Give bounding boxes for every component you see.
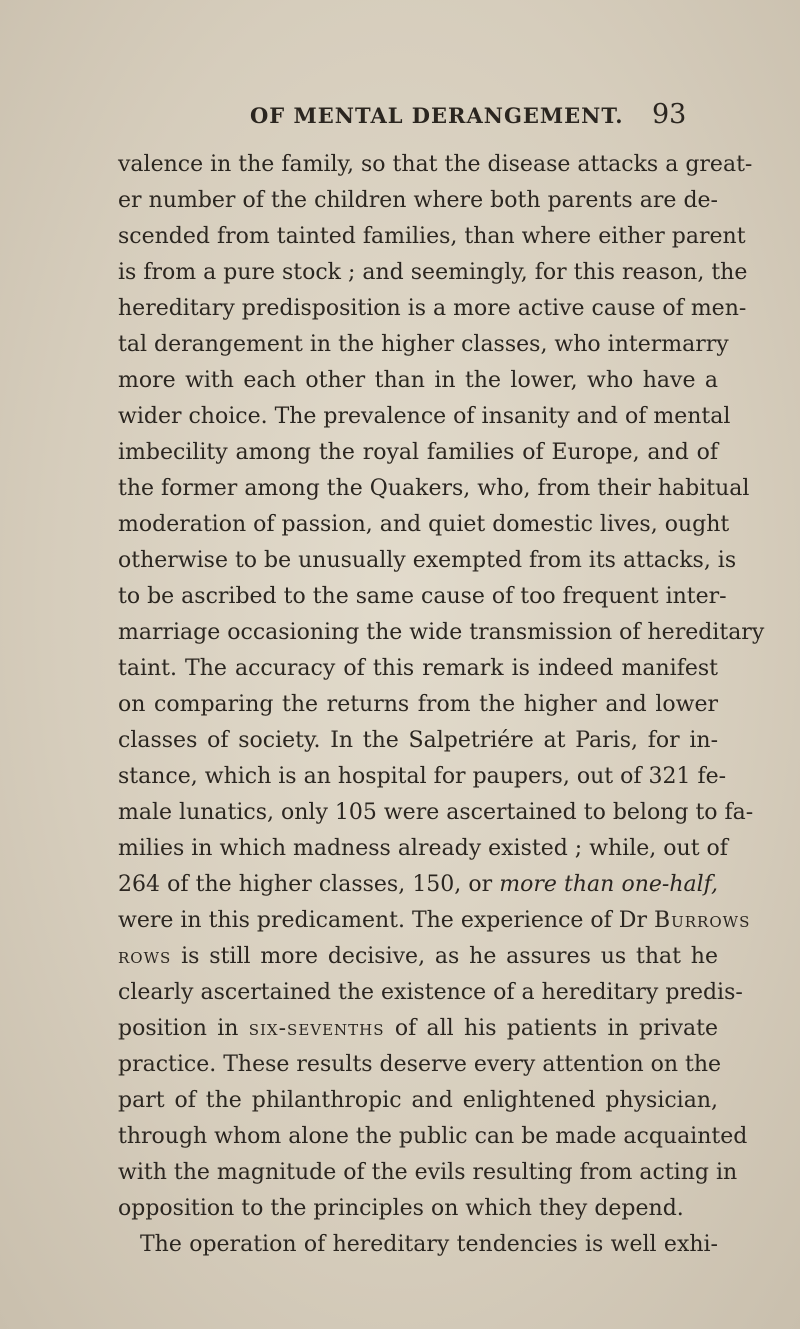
text-line: more with each other than in the lower, who have a — [118, 368, 718, 393]
text-run: position in — [118, 1016, 249, 1041]
text-line: valence in the family, so that the disease attacks a great- — [118, 152, 753, 177]
text-line: stance, which is an hospital for paupers, out of 321 fe- — [118, 764, 727, 789]
text-line: er number of the children where both parents are de- — [118, 188, 718, 213]
body-text — [118, 147, 765, 1263]
text-run: 264 of the higher classes, 150, or — [118, 872, 500, 897]
italic-phrase: more than one-half, — [499, 872, 718, 897]
text-line: clearly ascertained the existence of a hereditary predis- — [118, 980, 743, 1005]
text-line: scended from tainted families, than where either parent — [118, 224, 746, 249]
text-line: moderation of passion, and quiet domestic lives, ought — [118, 512, 730, 537]
text-line — [118, 903, 751, 939]
emphasis-phrase: six-sevenths — [248, 1016, 385, 1041]
text-run: is still more decisive, as he assures us that he — [171, 944, 718, 969]
author-name: Burrows — [653, 908, 751, 933]
text-line — [118, 1011, 718, 1047]
text-line: part of the philanthropic and enlightened physician, — [118, 1088, 718, 1113]
text-line: to be ascribed to the same cause of too frequent inter- — [118, 584, 727, 609]
author-name-continued: rows — [118, 944, 172, 969]
text-line: otherwise to be unusually exempted from its attacks, is — [118, 548, 737, 573]
text-line: with the magnitude of the evils resulting from acting in — [118, 1160, 738, 1185]
text-line: hereditary predisposition is a more active cause of men- — [118, 296, 747, 321]
text-line: practice. These results deserve every attention on the — [118, 1052, 722, 1077]
text-line: taint. The accuracy of this remark is indeed manifest — [118, 656, 718, 681]
text-line — [118, 867, 718, 903]
text-line: through whom alone the public can be made acquainted — [118, 1124, 748, 1149]
text-line: male lunatics, only 105 were ascertained to belong to fa- — [118, 800, 754, 825]
text-run: of all his patients in private — [384, 1016, 718, 1041]
text-line: marriage occasioning the wide transmission of hereditary — [118, 620, 765, 645]
text-run: were in this predicament. The experience of Dr — [118, 908, 654, 933]
page-number: 93 — [652, 99, 687, 130]
text-line: opposition to the principles on which they depend. — [118, 1196, 684, 1221]
text-line: is from a pure stock ; and seemingly, for this reason, the — [118, 260, 748, 285]
text-line: tal derangement in the higher classes, who intermarry — [118, 332, 729, 357]
text-line: milies in which madness already existed ; while, out of — [118, 836, 728, 861]
text-line: on comparing the returns from the higher and lower — [118, 692, 718, 717]
text-line: classes of society. In the Salpetriére at Paris, for in- — [118, 728, 718, 753]
text-line: the former among the Quakers, who, from their habitual — [118, 476, 750, 501]
text-line: imbecility among the royal families of Europe, and of — [118, 440, 718, 465]
text-line: wider choice. The prevalence of insanity and of mental — [118, 404, 731, 429]
text-line — [118, 939, 718, 975]
running-head — [0, 99, 800, 143]
running-title: OF MENTAL DERANGEMENT. — [250, 103, 624, 128]
text-line: The operation of hereditary tendencies is well exhi- — [140, 1232, 718, 1257]
